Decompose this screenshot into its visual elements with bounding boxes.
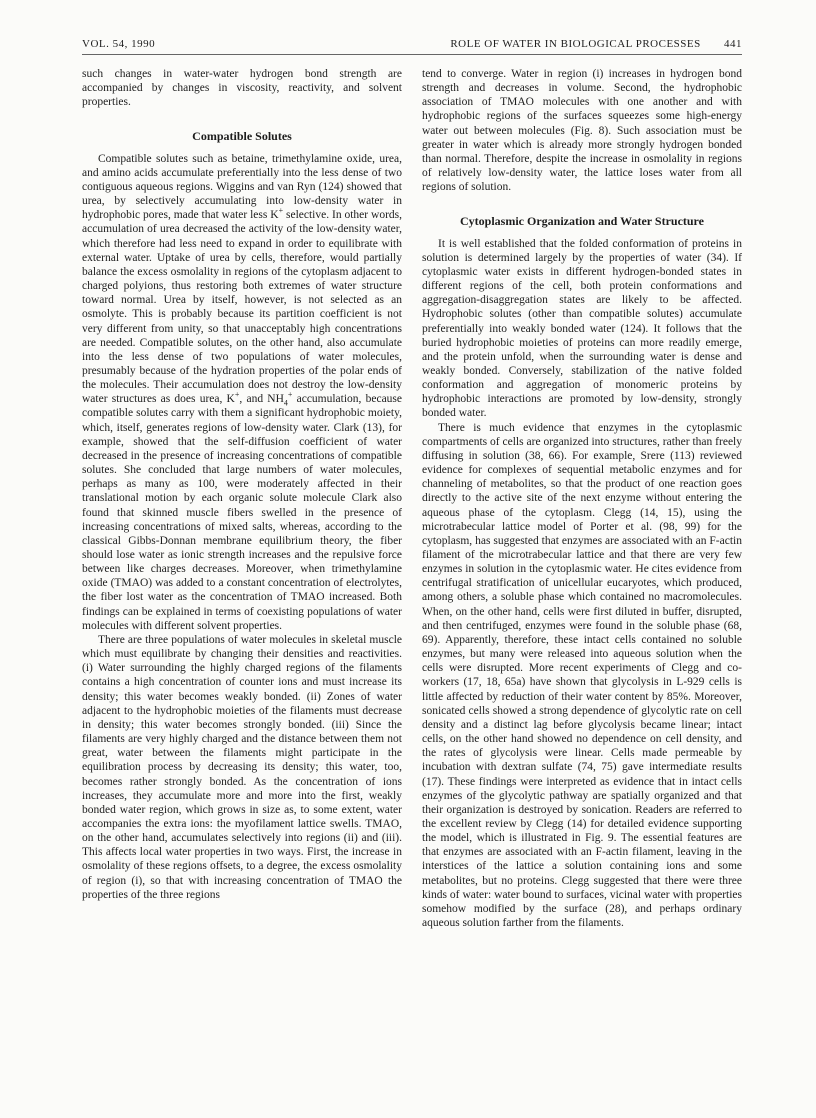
paragraph: such changes in water-water hydrogen bond strength are accompanied by changes in viscosity, reactivity, and solvent properties.: [82, 68, 402, 109]
paragraph: Compatible solutes such as betaine, trimethylamine oxide, urea, and amino acids accumulate preferentially into the less dense of two contiguous aqueous regions. Wiggins and van Ryn (124) showed that urea, by selectively accumulating into low-density water in hydrophobic pores, made that water less K+ selective. In other words, accumulation of urea decreased the activity of the low-density water, which therefore had less need to expand in order to equilibrate with external water. Uptake of urea by cells, therefore, would partially balance the excess osmolality in regions of the cytoplasm adjacent to charged polyions, thus restoring both extremes of water structure toward normal. Urea by itself, however, is not selected as an osmolyte. This is probably because its partition coefficient is not very different from unity, so that unacceptably high concentrations are needed. Compatible solutes, on the other hand, also accumulate into the less dense of two populations of water molecules, presumably because of the hydration properties of the polar ends of the molecules. Their accumulation does not destroy the low-density water structures as does urea, K+, and $NH_4^+$ accumulation, because compatible solutes carry with them a significant hydrophobic moiety, which, itself, generates regions of low-density water. Clark (13), for example, showed that the self-diffusion coefficient of water decreased in the presence of increasing concentrations of compatible solutes. She concluded that large numbers of water molecules, perhaps as many as 100, were moderately affected in their translational motion by each organic solute molecule Clark also found that skinned muscle fibers swelled in the presence of increasing concentrations of mixed salts, whereas, according to the classical Gibbs-Donnan membrane equilibrium theory, the fiber should lose water as ionic strength increases and the repulsive force between like charges decreases. Moreover, when trimethylamine oxide (TMAO) was added to a constant concentration of electrolytes, the fiber lost water as the concentration of TMAO increased. Both findings can be explained in terms of coexisting populations of water molecules with different solvent properties.: [82, 152, 403, 632]
paragraph: There is much evidence that enzymes in the cytoplasmic compartments of cells are organized into structures, rather than freely diffusing in solution (38, 66). For example, Srere (113) reviewed evidence for complexes of sequential metabolic enzymes and for channeling of metabolites, so that the product of one reaction goes directly to the active site of the next enzyme without entering the aqueous phase of the cytoplasm. Clegg (14, 15), using the microtrabecular lattice model of Porter et al. (98, 99) for the cytoplasm, has suggested that enzymes are associated with an F-actin filament of the microtrabecular lattice and that there are very few enzymes in solution in the cytoplasmic water. He cites evidence from centrifugal stratification of unicellular eucaryotes, which produced, among others, a soluble phase which contained no macromolecules. When, on the other hand, cells were first diluted in buffer, disrupted, and then centrifuged, enzymes were found in the soluble phase (68, 69). Apparently, therefore, these intact cells contained no soluble enzymes, but many were released into aqueous solution when the cells were disrupted. More recent experiments of Clegg and co-workers (17, 18, 65a) have shown that glycolysis in L-929 cells is little affected by reduction of their water content by 85%. Moreover, sonicated cells showed a strong dependence of glycolytic rate on cell density and a distinct lag before glycolysis became linear; intact cells, on the other hand showed no dependence on cell density, and the rates of glycolysis were linear. Cells made permeable by incubation with dextran sulfate (74, 75) gave intermediate results (17). These findings were interpreted as evidence that in intact cells enzymes of the glycolytic pathway are spatially organized and that their organization is destroyed by sonication. Readers are referred to the excellent review by Clegg (14) for detailed evidence supporting the model, which is illustrated in Fig. 9. The essential features are that enzymes are associated with an F-actin filament, leaving in the interstices of the lattice a solution containing ions and some metabolites, but no proteins. Clegg suggested that there were three kinds of water: water bound to surfaces, vicinal water with properties somehow modified by the surface (28), and perhaps ordinary aqueous solution farther from the filaments.: [422, 421, 742, 930]
section-heading-cytoplasmic-organization: Cytoplasmic Organization and Water Structure: [460, 214, 704, 229]
header-rule: [82, 54, 742, 55]
running-title: ROLE OF WATER IN BIOLOGICAL PROCESSES: [450, 38, 701, 50]
paragraph: It is well established that the folded conformation of proteins in solution is determined largely by the properties of water (34). If cytoplasmic water exists in different hydrogen-bonded states in different regions of the cell, both protein conformations and aggregation-disaggregation states are likely to be affected. Hydrophobic solutes (other than compatible solutes) accumulate preferentially into weakly bonded water (124). It follows that the buried hydrophobic moieties of proteins can more readily emerge, and the protein unfold, when the surrounding water is dense and weakly bonded. Conversely, stabilization of the native folded conformation and aggregation of monomeric proteins by hydrophobic interactions are promoted by low-density, strongly bonded water.: [422, 237, 742, 420]
section-heading-compatible-solutes: Compatible Solutes: [192, 129, 292, 144]
right-column: [422, 67, 742, 930]
page-number: 441: [724, 38, 742, 50]
paragraph: tend to converge. Water in region (i) increases in hydrogen bond strength and decreases in volume. Second, the hydrophobic association of TMAO molecules with one another and with hydrophobic regions of the surfaces squeezes some high-energy water out between molecules (Fig. 8). Such association must be greater in water which is already more strongly hydrogen bonded than normal. Therefore, despite the increase in osmolality in regions of relatively low-density water, the lattice loses water from all regions of solution.: [422, 68, 742, 194]
left-column: [82, 67, 402, 902]
paragraph: There are three populations of water molecules in skeletal muscle which must equilibrate by changing their densities and reactivities. (i) Water surrounding the highly charged regions of the filaments contains a high concentration of counter ions and must increase its density; this water becomes weakly bonded. (ii) Zones of water adjacent to the hydrophobic moieties of the filaments must decrease in density; this water becomes strongly bonded. (iii) Since the filaments are very highly charged and the distance between them not great, water between the filaments might participate in the equilibration process by decreasing its density; this water, too, becomes rather strongly bonded. As the concentration of ions increases, they accumulate more and more into the first, weakly bonded water region, which grows in size as, to some extent, water accompanies the extra ions: the myofilament lattice swells. TMAO, on the other hand, accumulates selectively into regions (ii) and (iii). This affects local water properties in two ways. First, the increase in osmolality of these regions offsets, to a degree, the excess osmolality of region (i), so that with increasing concentration of TMAO the properties of the three regions: [82, 633, 402, 901]
volume-label: VOL. 54, 1990: [82, 38, 156, 50]
header-right: [430, 38, 742, 50]
